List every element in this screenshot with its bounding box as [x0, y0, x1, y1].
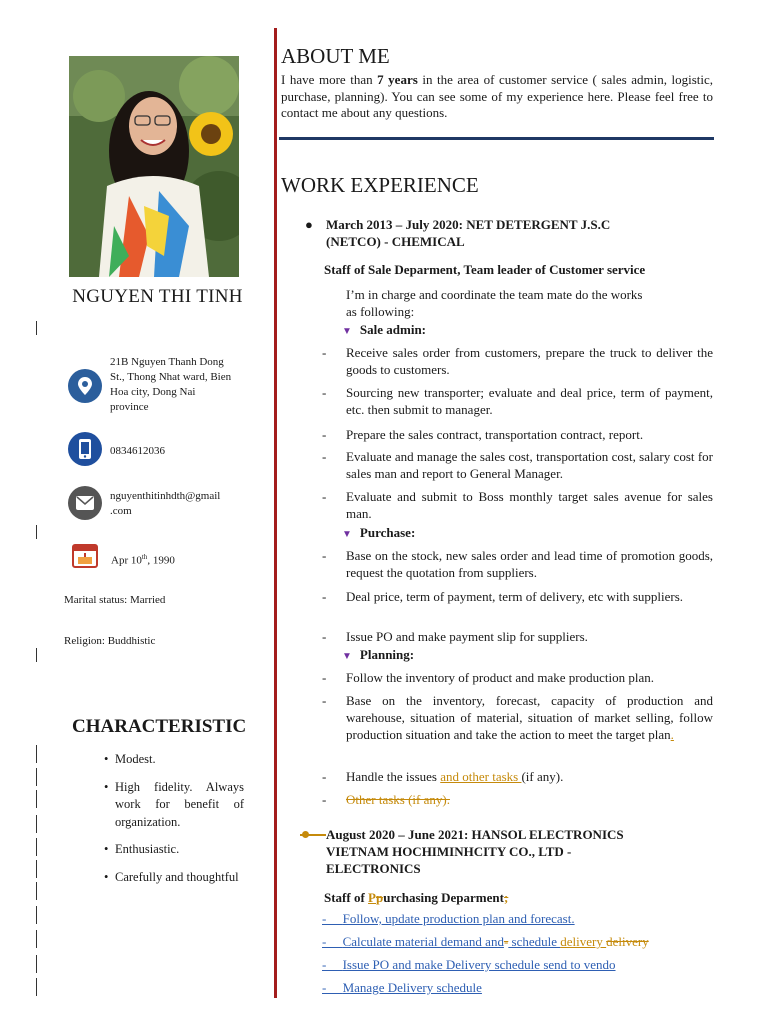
marital-status: Marital status: Married	[64, 594, 166, 606]
revision-mark	[36, 525, 37, 539]
move-marker-dot	[302, 831, 309, 838]
arrow-icon: ▼	[342, 529, 352, 540]
list-item: - Deal price, term of payment, term of delivery, etc with suppliers.	[322, 589, 684, 604]
planning-subheading: ▼ Planning:	[342, 647, 415, 662]
revision-mark	[36, 745, 37, 763]
list-item: - Receive sales order from customers, prepare the truck to deliver the goods to customers.	[322, 345, 713, 377]
revision-mark	[36, 838, 37, 856]
list-item: - Sourcing new transporter; evaluate and deal price, term of payment, etc. then submit to manager.	[322, 385, 713, 417]
list-item: • Modest.	[104, 752, 156, 766]
phone-icon	[68, 432, 102, 466]
revision-mark	[36, 955, 37, 973]
characteristic-heading: CHARACTERISTIC	[72, 716, 247, 737]
list-item: - Handle the issues and other tasks (if any).	[322, 769, 564, 784]
religion: Religion: Buddhistic	[64, 635, 156, 647]
list-item: - Issue PO and make payment slip for suppliers.	[322, 629, 588, 644]
sale-admin-subheading: ▼ Sale admin:	[342, 322, 426, 337]
email-icon	[68, 486, 102, 520]
revision-mark	[36, 790, 37, 808]
revision-mark	[36, 768, 37, 786]
list-item: - Base on the stock, new sales order and lead time of promotion goods, request the quotation from suppliers.	[322, 548, 713, 580]
list-item: • High fidelity. Always work for benefit of organization.	[104, 779, 244, 829]
list-item: • Carefully and thoughtful	[104, 869, 239, 884]
phone-text: 0834612036	[110, 445, 165, 457]
profile-name: NGUYEN THI TINH	[72, 286, 243, 307]
list-item: • Enthusiastic.	[104, 842, 180, 856]
email-text: nguyenthitinhdth@gmail .com	[110, 490, 221, 517]
list-item: - Manage Delivery schedule	[322, 980, 482, 995]
birthday-text: Apr 10th, 1990	[111, 553, 175, 567]
list-item: - Follow the inventory of product and make production plan.	[322, 670, 654, 685]
list-item: - Prepare the sales contract, transportation contract, report.	[322, 427, 644, 442]
job1-title: March 2013 – July 2020: NET DETERGENT J.S.C (NETCO) - CHEMICAL	[326, 217, 611, 249]
job2-position: Staff of Ppurchasing Deparment;	[324, 890, 509, 905]
job-bullet: ●	[305, 217, 313, 232]
profile-photo	[69, 56, 239, 277]
about-text: I have more than 7 years in the area of customer service ( sales admin, logistic, purchase, planning). You can see some of my experience here. Please feel free to contact me about any questions.	[281, 72, 714, 120]
location-icon	[68, 369, 102, 403]
revision-mark	[36, 648, 37, 662]
job2-title: August 2020 – June 2021: HANSOL ELECTRONICS VIETNAM HOCHIMINHCITY CO., LTD - ELECTRONICS	[326, 827, 624, 876]
revision-mark	[36, 906, 37, 924]
revision-mark	[36, 978, 37, 996]
revision-mark	[36, 860, 37, 878]
revision-mark	[36, 815, 37, 833]
birthday-icon	[70, 540, 100, 575]
purchase-subheading: ▼ Purchase:	[342, 525, 416, 540]
list-item: - Base on the inventory, forecast, capacity of production and warehouse, situation of material, situation of market selling, follow production situation and take the action to meet the target plan.	[322, 693, 713, 742]
list-item: - Evaluate and manage the sales cost, transportation cost, salary cost for sales man and report to General Manager.	[322, 449, 713, 481]
about-heading: ABOUT ME	[281, 44, 390, 68]
list-item: - Evaluate and submit to Boss monthly target sales avenue for sales man.	[322, 489, 713, 521]
arrow-icon: ▼	[342, 651, 352, 662]
revision-mark	[36, 882, 37, 900]
work-heading: WORK EXPERIENCE	[281, 173, 479, 197]
address-text: 21B Nguyen Thanh Dong St., Thong Nhat ward, Bien Hoa city, Dong Nai province	[110, 356, 232, 413]
job1-position: Staff of Sale Deparment, Team leader of Customer service	[324, 262, 646, 277]
section-divider	[279, 137, 714, 140]
arrow-icon: ▼	[342, 326, 352, 337]
revision-mark	[36, 321, 37, 335]
characteristic-list	[104, 751, 244, 896]
list-item: - Issue PO and make Delivery schedule send to vendo	[322, 957, 616, 972]
list-item: - Follow, update production plan and forecast.	[322, 911, 575, 926]
job1-intro: I’m in charge and coordinate the team mate do the works as following:	[346, 287, 643, 319]
list-item: - Other tasks (if any).	[322, 792, 450, 807]
column-divider	[274, 28, 277, 998]
revision-mark	[36, 930, 37, 948]
list-item: - Calculate material demand and- schedule delivery delivery	[322, 934, 649, 949]
